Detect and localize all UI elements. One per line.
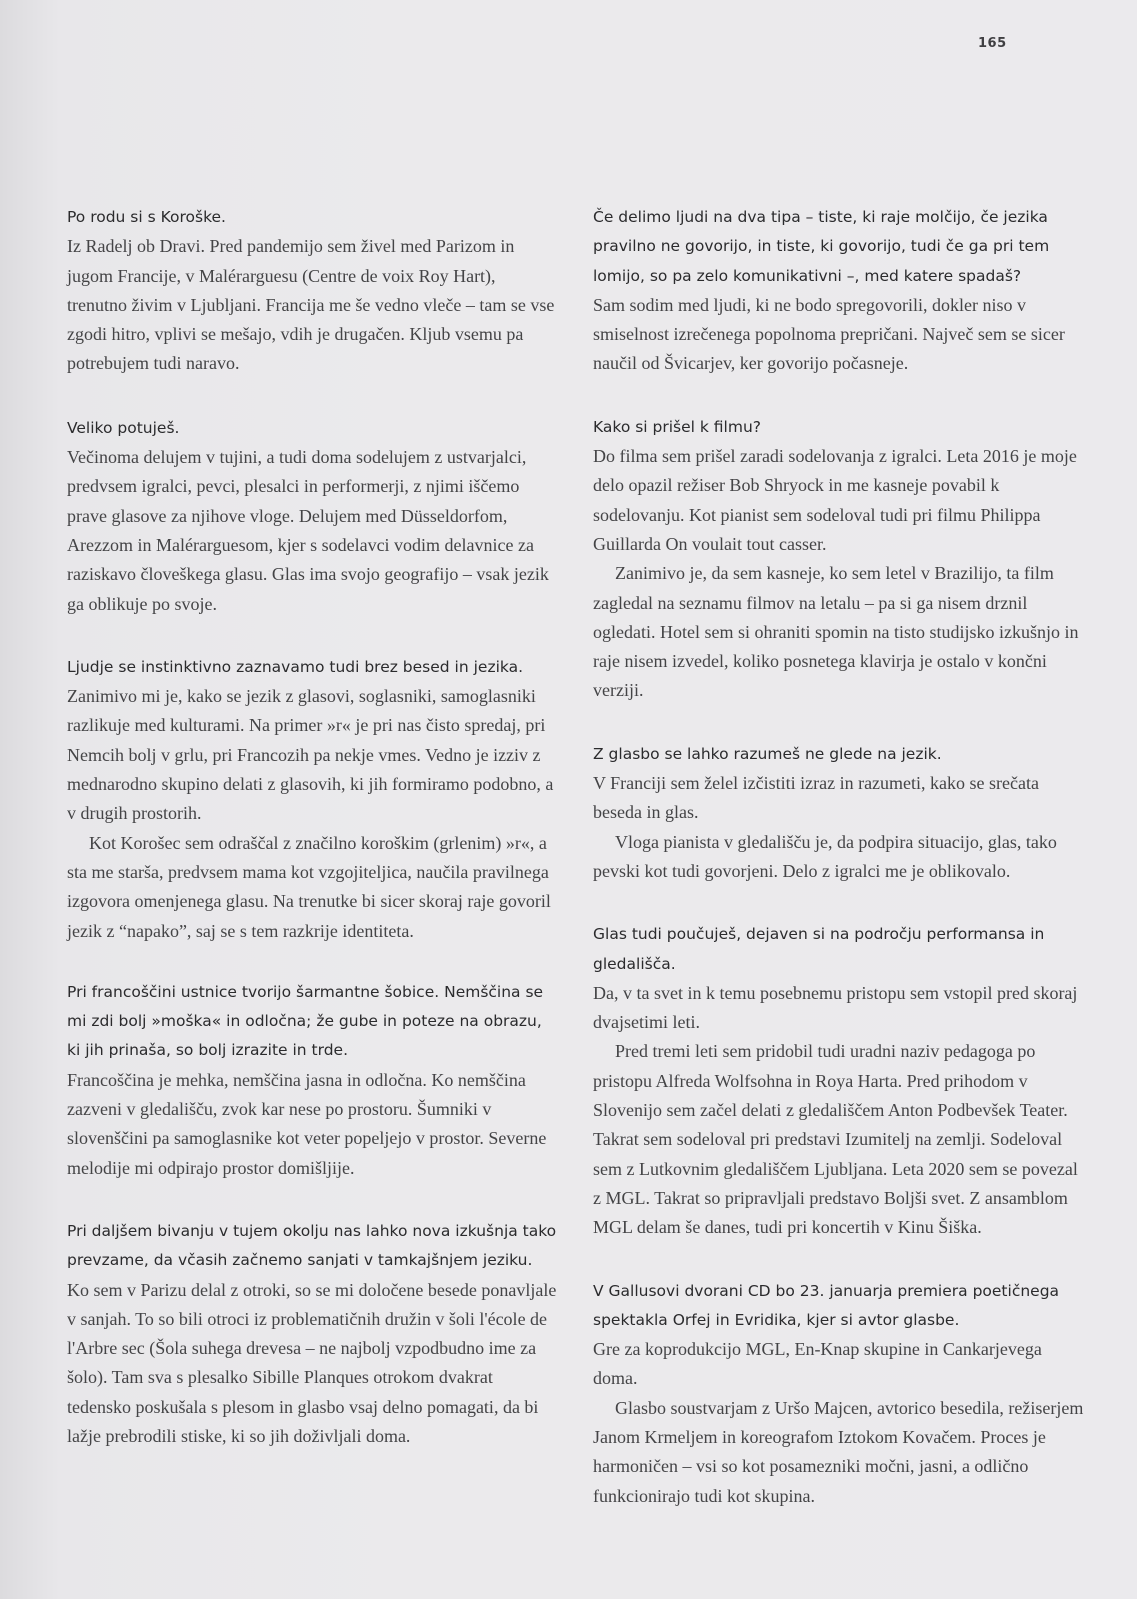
interview-block — [593, 203, 1085, 379]
interview-answer: Iz Radelj ob Dravi. Pred pandemijo sem živel med Parizom in jugom Francije, v Malérarguesu (Centre de voix Roy Hart), trenutno živim v Ljubljani. Francija me še vedno vleče – tam se vse zgodi hitro, vplivi se mešajo, vdih je drugačen. Kljub vsemu pa potrebujem tudi naravo. — [67, 236, 555, 374]
interview-answer: Gre za koprodukcijo MGL, En-Knap skupine in Cankarjevega doma. — [593, 1339, 1042, 1389]
interview-answer: Pred tremi leti sem pridobil tudi uradni naziv pedagoga po pristopu Alfreda Wolfsohna in Roya Harta. Pred prihodom v Slovenijo sem začel delati z gledališčem Anton Podbevšek Teater. Takrat sem sodeloval pri predstavi Izumitelj na zemlji. Sodeloval sem z Lutkovnim gledališčem Ljubljana. Leta 2020 sem se povezal z MGL. Takrat so pripravljali predstavo Boljši svet. Z ansamblom MGL delam še danes, tudi pri koncertih v Kinu Šiška. — [593, 1041, 1078, 1238]
interview-question: Pri francoščini ustnice tvorijo šarmantne šobice. Nemščina se mi zdi bolj »moška« in odločna; že gube in poteze na obrazu, ki jih prinaša, so bolj izrazite in trde. — [67, 982, 544, 1060]
interview-block — [593, 920, 1085, 1242]
interview-question: Po rodu si s Koroške. — [67, 208, 226, 226]
interview-answer: Do filma sem prišel zaradi sodelovanja z igralci. Leta 2016 je moje delo opazil režiser Bob Shryock in me kasneje povabil k sodelovanju. Kot pianist sem sodeloval tudi pri filmu Philippa Guillarda On voulait tout casser. — [593, 446, 1077, 554]
interview-question: Ljudje se instinktivno zaznavamo tudi brez besed in jezika. — [67, 657, 524, 676]
left-column — [67, 203, 559, 1480]
interview-block — [67, 978, 559, 1183]
interview-question: Kako si prišel k filmu? — [593, 417, 762, 436]
interview-block — [593, 1277, 1085, 1511]
right-column — [593, 203, 1085, 1540]
interview-block — [67, 203, 559, 379]
interview-question: Z glasbo se lahko razumeš ne glede na jezik. — [593, 744, 942, 763]
interview-question: Pri daljšem bivanju v tujem okolju nas lahko nova izkušnja tako prevzame, da včasih začnemo sanjati v tamkajšnjem jeziku. — [67, 1221, 557, 1270]
interview-answer: Kot Korošec sem odraščal z značilno koroškim (grlenim) »r«, a sta me starša, predvsem mama kot vzgojiteljica, naučila pravilnega izgovora omenjenega glasu. Na trenutke bi sicer skoraj raje govoril jezik z “napako”, saj se s tem razkrije identiteta. — [67, 832, 551, 941]
interview-block — [593, 413, 1085, 706]
interview-block — [593, 740, 1085, 886]
page-number: 165 — [978, 36, 1007, 51]
interview-answer: Francoščina je mehka, nemščina jasna in odločna. Ko nemščina zazveni v gledališču, zvok kar nese po prostoru. Šumniki v slovenščini pa samoglasnike kot veter popeljejo v prostor. Severne melodije mi odpirajo prostor domišljije. — [67, 1069, 547, 1178]
interview-question: Če delimo ljudi na dva tipa – tiste, ki raje molčijo, če jezika pravilno ne govorijo, in tiste, ki govorijo, tudi če ga pri tem lomijo, so pa zelo komunikativni –, med katere spadaš? — [593, 208, 1050, 285]
interview-question: V Gallusovi dvorani CD bo 23. januarja premiera poetičnega spektakla Orfej in Evridika, kjer si avtor glasbe. — [593, 1281, 1060, 1329]
interview-answer: Zanimivo mi je, kako se jezik z glasovi, soglasniki, samoglasniki razlikuje med kulturami. Na primer »r« je pri nas čisto spredaj, pri Nemcih bolj v grlu, pri Francozih pa nekje vmes. Vedno je izziv z mednarodno skupino delati z glasovih, ki jih formiramo podobno, a v drugih prostorih. — [67, 686, 554, 824]
interview-question: Glas tudi poučuješ, dejaven si na področju performansa in gledališča. — [593, 925, 1045, 973]
interview-block — [67, 653, 559, 946]
interview-answer: Glasbo soustvarjam z Uršo Majcen, avtorico besedila, režiserjem Janom Krmeljem in koreografom Iztokom Kovačem. Proces je harmoničen – vsi so kot posamezniki močni, jasni, a odlično funkcionirajo tudi kot skupina. — [593, 1397, 1084, 1506]
interview-answer: V Franciji sem želel izčistiti izraz in razumeti, kako se srečata beseda in glas. — [593, 773, 1039, 823]
interview-block — [67, 1217, 559, 1451]
interview-answer: Ko sem v Parizu delal z otroki, so se mi določene besede ponavljale v sanjah. To so bili otroci iz problematičnih družin v šoli l'école de l'Arbre sec (Šola suhega drevesa – ne najbolj vzpodbudno ime za šolo). Tam sva s plesalko Sibille Planques otrokom dvakrat tedensko poskušala s plesom in glasbo vsaj delno pomagati, da bi lažje prebrodili stiske, ki so jih doživljali doma. — [67, 1279, 557, 1446]
interview-answer: Vloga pianista v gledališču je, da podpira situacijo, glas, tako pevski kot tudi govorjeni. Delo z igralci me je oblikovalo. — [593, 831, 1057, 881]
interview-answer: Da, v ta svet in k temu posebnemu pristopu sem vstopil pred skoraj dvajsetimi leti. — [593, 982, 1078, 1033]
interview-question: Veliko potuješ. — [67, 418, 180, 437]
interview-answer: Sam sodim med ljudi, ki ne bodo spregovorili, dokler niso v smiselnost izrečenega popolnoma prepričani. Največ sem se sicer naučil od Švicarjev, ker govorijo počasneje. — [593, 294, 1065, 374]
interview-answer: Večinoma delujem v tujini, a tudi doma sodelujem z ustvarjalci, predvsem igralci, pevci, plesalci in performerji, z njimi iščemo prave glasove za njihove vloge. Delujem med Düsseldorfom, Arezzom in Malérarguesom, kjer s sodelavci vodim delavnice za raziskavo človeškega glasu. Glas ima svojo geografijo – vsak jezik ga oblikuje po svoje. — [67, 447, 549, 614]
interview-block — [67, 414, 559, 619]
interview-answer: Zanimivo je, da sem kasneje, ko sem letel v Brazilijo, ta film zagledal na seznamu filmov na letalu – pa si ga nisem drznil ogledati. Hotel sem si ohraniti spomin na tisto studijsko izkušnjo in raje nisem izvedel, koliko posnetega klavirja je ostalo v končni verziji. — [593, 563, 1079, 701]
